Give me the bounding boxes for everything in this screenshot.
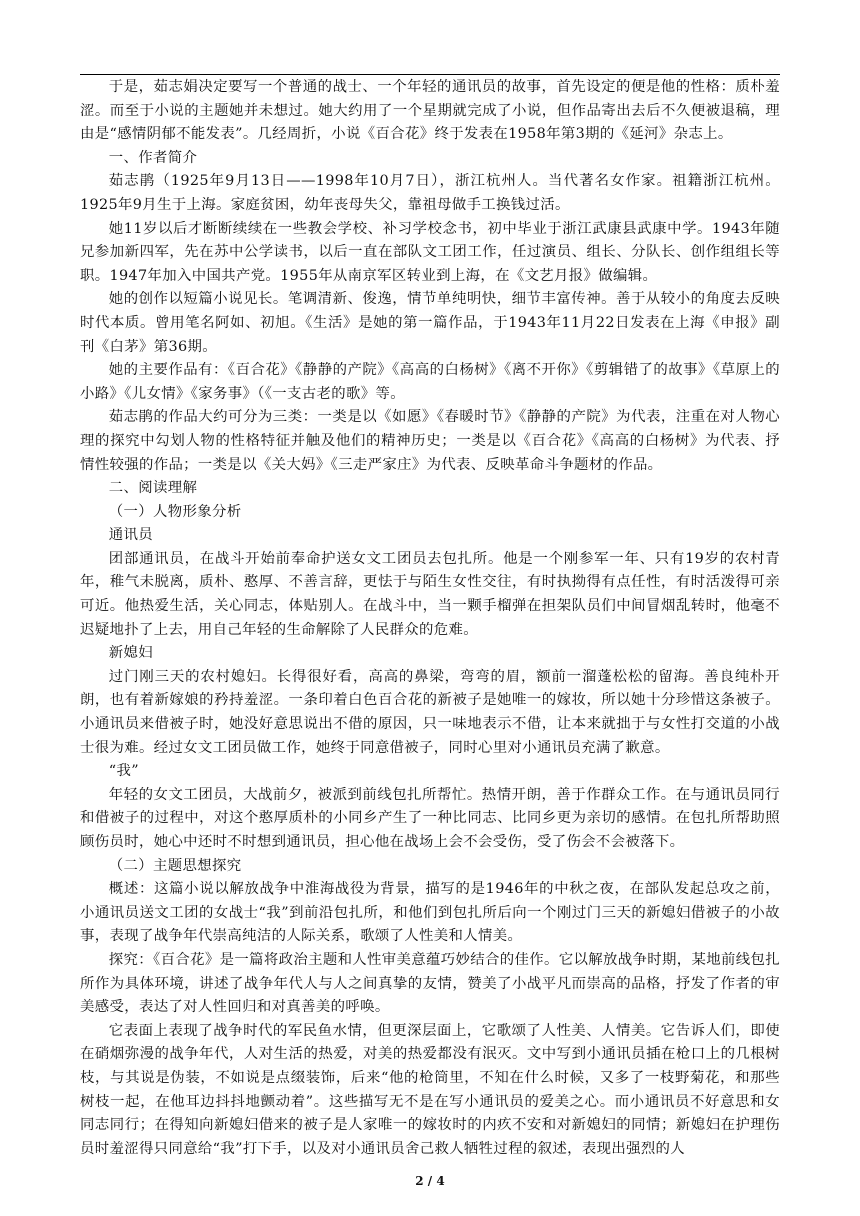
subsection-heading-theme: （二）主题思想探究: [108, 857, 242, 874]
paragraph-messenger: 团部通讯员，在战斗开始前奉命护送女文工团员去包扎所。他是一个刚参军一年、只有19岁的农村青年，稚气未脱离，质朴、憨厚、不善言辞，更怯于与陌生女性交往，有时执拗得有点任性，有时活泼得可亲可近。他热爱生活，关心同志，体贴别人。在战斗中，当一颗手榴弹在担架队员们中间冒烟乱转时，他毫不迟疑地扑了上去，用自己年轻的生命解除了人民群众的危难。: [80, 550, 780, 638]
paragraph-narrator: 年轻的女文工团员，大战前夕，被派到前线包扎所帮忙。热情开朗，善于作群众工作。在与通讯员同行和借被子的过程中，对这个憨厚质朴的小同乡产生了一种比同志、比同乡更为亲切的感情。在包扎所帮助照顾伤员时，她心中还时不时想到通讯员，担心他在战场上会不会受伤，受了伤会不会被落下。: [80, 786, 780, 850]
character-heading-bride: 新媳妇: [108, 645, 154, 662]
paragraph-theme-depth: 它表面上表现了战争时代的军民鱼水情，但更深层面上，它歌颂了人性美、人情美。它告诉人们，即使在硝烟弥漫的战争年代，人对生活的热爱，对美的热爱都没有泯灭。文中写到小通讯员插在枪口上的几根树枝，与其说是伪装，不如说是点缀装饰，后来“他的枪筒里，不知在什么时候，又多了一枝野菊花，和那些树枝一起，在他耳边抖抖地颤动着”。这些描写无不是在写小通讯员的爱美之心。而小通讯员不好意思和女同志同行；在得知向新媳妇借来的被子是人家唯一的嫁妆时的内疚不安和对新媳妇的同情；新媳妇在护理伤员时羞涩得只同意给“我”打下手，以及对小通讯员舍己救人牺牲过程的叙述，表现出强烈的人: [80, 1022, 780, 1157]
section-heading-reading: 二、阅读理解: [108, 480, 198, 497]
page-number: 2 / 4: [415, 1174, 445, 1188]
page-body: [80, 76, 780, 1161]
character-heading-messenger: 通讯员: [108, 527, 154, 544]
paragraph-author-birth: 茹志鹃（1925年9月13日——1998年10月7日），浙江杭州人。当代著名女作家。祖籍浙江杭州。1925年9月生于上海。家庭贫困，幼年丧母失父，靠祖母做手工换钱过活。: [80, 173, 780, 213]
character-heading-narrator: “我”: [108, 763, 139, 780]
paragraph-bride: 过门刚三天的农村媳妇。长得很好看，高高的鼻梁，弯弯的眉，额前一溜蓬松松的留海。善良纯朴开朗，也有着新嫁娘的矜持羞涩。一条印着白色百合花的新被子是她唯一的嫁妆，所以她十分珍惜这条被子。小通讯员来借被子时，她没好意思说出不借的原因，只一味地表示不借，让本来就拙于与女性打交道的小战士很为难。经过女文工团员做工作，她终于同意借被子，同时心里对小通讯员充满了歉意。: [80, 668, 780, 756]
paragraph-author-career: 她11岁以后才断断续续在一些教会学校、补习学校念书，初中毕业于浙江武康县武康中学。1943年随兄参加新四军，先在苏中公学读书，以后一直在部队文工团工作，任过演员、组长、分队长、创作组组长等职。1947年加入中国共产党。1955年从南京军区转业到上海，在《文艺月报》做编辑。: [80, 220, 780, 284]
section-heading-author: 一、作者简介: [108, 149, 198, 166]
subsection-heading-characters: （一）人物形象分析: [108, 503, 242, 520]
paragraph-story-background: 于是，茹志娟决定要写一个普通的战士、一个年轻的通讯员的故事，首先设定的便是他的性格：质朴羞涩。而至于小说的主题她并未想过。她大约用了一个星期就完成了小说，但作品寄出去后不久便被退稿，理由是“感情阴郁不能发表”。几经周折，小说《百合花》终于发表在1958年第3期的《延河》杂志上。: [80, 79, 780, 143]
paragraph-author-style: 她的创作以短篇小说见长。笔调清新、俊逸，情节单纯明快，细节丰富传神。善于从较小的角度去反映时代本质。曾用笔名阿如、初旭。《生活》是她的第一篇作品，于1943年11月22日发表在上海《申报》副刊《白茅》第36期。: [80, 291, 780, 355]
paragraph-theme-overview: 概述：这篇小说以解放战争中淮海战役为背景，描写的是1946年的中秋之夜，在部队发起总攻之前，小通讯员送文工团的女战士“我”到前沿包扎所，和他们到包扎所后向一个刚过门三天的新媳妇借被子的小故事，表现了战争年代崇高纯洁的人际关系，歌颂了人性美和人情美。: [80, 881, 780, 945]
paragraph-work-categories: 茹志鹃的作品大约可分为三类：一类是以《如愿》《春暖时节》《静静的产院》为代表，注重在对人物心理的探究中勾划人物的性格特征并触及他们的精神历史；一类是以《百合花》《高高的白杨树》为代表、抒情性较强的作品；一类是以《关大妈》《三走严家庄》为代表、反映革命斗争题材的作品。: [80, 409, 780, 473]
paragraph-theme-exploration: 探究：《百合花》是一篇将政治主题和人性审美意蕴巧妙结合的佳作。它以解放战争时期，某地前线包扎所作为具体环境，讲述了战争年代人与人之间真挚的友情，赞美了小战平凡而崇高的品格，抒发了作者的审美感受，表达了对人性回归和对真善美的呼唤。: [80, 951, 780, 1016]
paragraph-author-works: 她的主要作品有：《百合花》《静静的产院》《高高的白杨树》《离不开你》《剪辑错了的故事》《草原上的小路》《儿女情》《家务事》（《一支古老的歌》等。: [80, 362, 780, 402]
header-rule: [80, 74, 780, 75]
